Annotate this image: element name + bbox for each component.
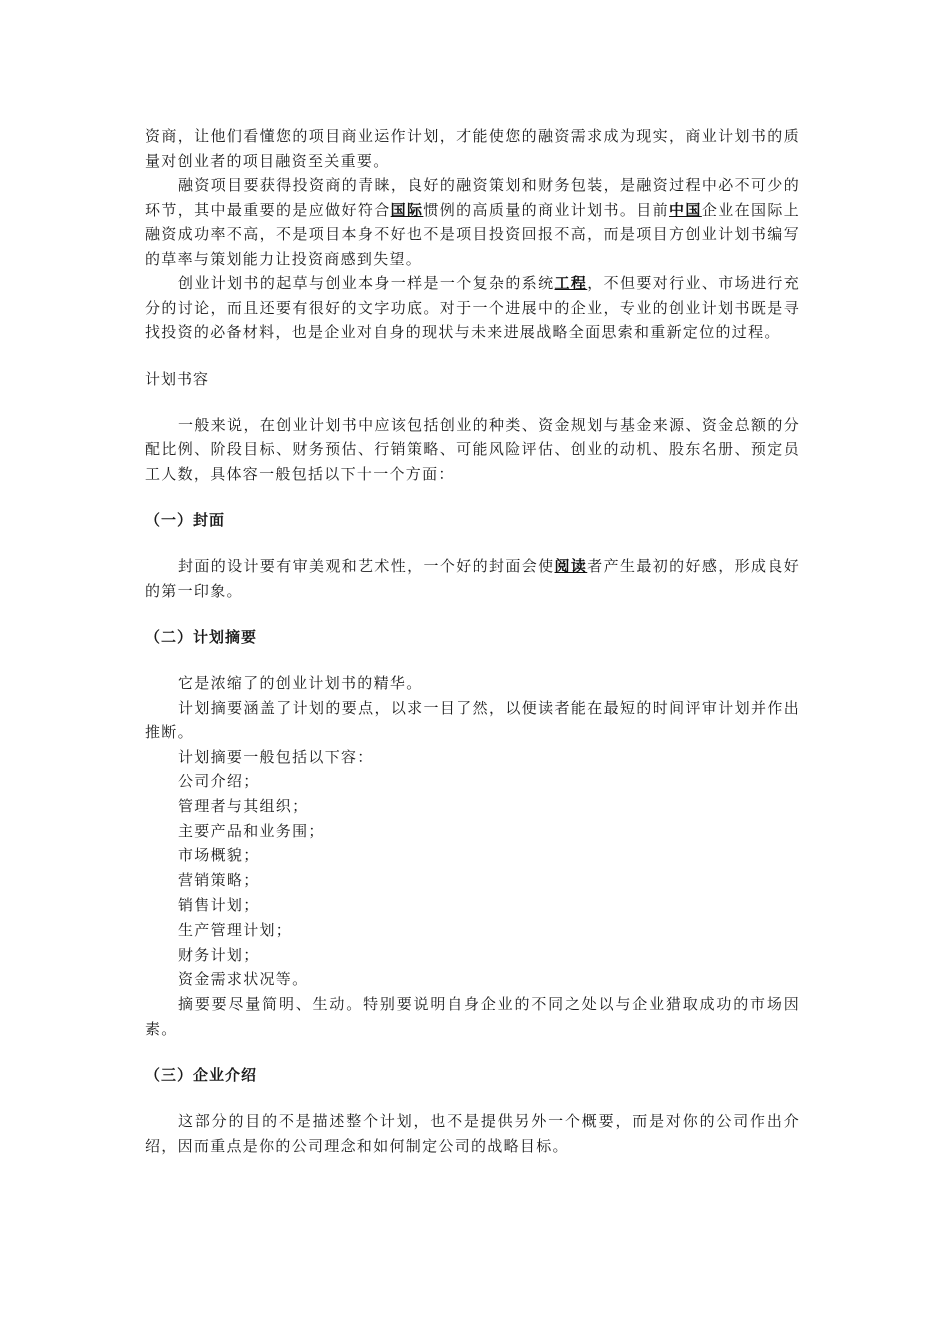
intro-text-2b: 惯例的高质量的商业计划书。目前 <box>423 200 670 219</box>
summary-paragraph-3: 计划摘要一般包括以下容： <box>178 747 374 766</box>
cover-text-b: 者产生最初的好感，形成良好的第一印象。 <box>145 557 801 600</box>
list-item: 资金需求状况等。 <box>178 970 309 989</box>
link-engineering[interactable]: 工程 <box>554 274 588 292</box>
link-china[interactable]: 中国 <box>669 200 702 219</box>
summary-list <box>145 769 800 992</box>
overview-paragraph: 一般来说，在创业计划书中应该包括创业的种类、资金规划与基金来源、资金总额的分配比例、阶段目标、财务预估、行销策略、可能风险评估、创业的动机、股东名册、预定员工人数，具体容一般包括以下十一个方面： <box>145 415 800 483</box>
list-item: 市场概貌； <box>178 846 260 865</box>
list-item: 营销策略； <box>178 871 260 890</box>
intro-text-2a: 融资项目要获得投资商的青睐，良好的融资策划和财务包装，是融资过程中必不可少的环节，其中最重要的是应做好符合 <box>145 176 800 219</box>
intro-paragraph-3 <box>145 271 800 345</box>
company-intro-paragraph: 这部分的目的不是描述整个计划，也不是提供另外一个概要，而是对你的公司作出介绍，因而重点是你的公司理念和如何制定公司的战略目标。 <box>145 1112 800 1155</box>
cover-text-a: 封面的设计要有审美观和艺术性，一个好的封面会使 <box>178 557 555 575</box>
cover-paragraph <box>145 554 800 603</box>
intro-text-1: 资商，让他们看懂您的项目商业运作计划，才能使您的融资需求成为现实，商业计划书的质量对创业者的项目融资至关重要。 <box>145 127 800 170</box>
list-item: 财务计划； <box>178 945 260 964</box>
link-international[interactable]: 国际 <box>390 200 424 219</box>
heading-summary: （二）计划摘要 <box>145 628 258 646</box>
summary-paragraph-4: 摘要要尽量简明、生动。特别要说明自身企业的不同之处以与企业猎取成功的市场因素。 <box>145 995 800 1038</box>
list-item: 生产管理计划； <box>178 920 293 939</box>
intro-text-2c: 企业在国际上融资成功率不高，不是项目本身不好也不是项目投资回报不高，而是项目方创业计划书编写的草率与策划能力让投资商感到失望。 <box>145 200 800 268</box>
list-item: 主要产品和业务围； <box>178 821 325 840</box>
intro-text-3b: ，不但要对行业、市场进行充分的讨论，而且还要有很好的文字功底。对于一个进展中的企业，专业的创业计划书既是寻找投资的必备材料，也是企业对自身的现状与未来进展战略全面思索和重新定位的过程。 <box>145 274 801 341</box>
heading-cover: （一）封面 <box>145 511 226 529</box>
summary-paragraph-1: 它是浓缩了的创业计划书的精华。 <box>178 674 423 692</box>
link-reading[interactable]: 阅读 <box>554 557 588 575</box>
list-item: 管理者与其组织； <box>178 796 309 815</box>
intro-paragraph-1 <box>145 124 800 173</box>
list-item: 公司介绍； <box>178 772 260 790</box>
list-item: 销售计划； <box>178 895 260 914</box>
intro-paragraph-2 <box>145 173 800 271</box>
section-title: 计划书容 <box>145 369 210 388</box>
heading-company-intro: （三）企业介绍 <box>145 1066 258 1085</box>
document-body <box>145 124 800 1158</box>
summary-paragraph-2: 计划摘要涵盖了计划的要点，以求一目了然，以便读者能在最短的时间评审计划并作出推断。 <box>145 698 800 741</box>
intro-text-3a: 创业计划书的起草与创业本身一样是一个复杂的系统 <box>178 274 555 292</box>
